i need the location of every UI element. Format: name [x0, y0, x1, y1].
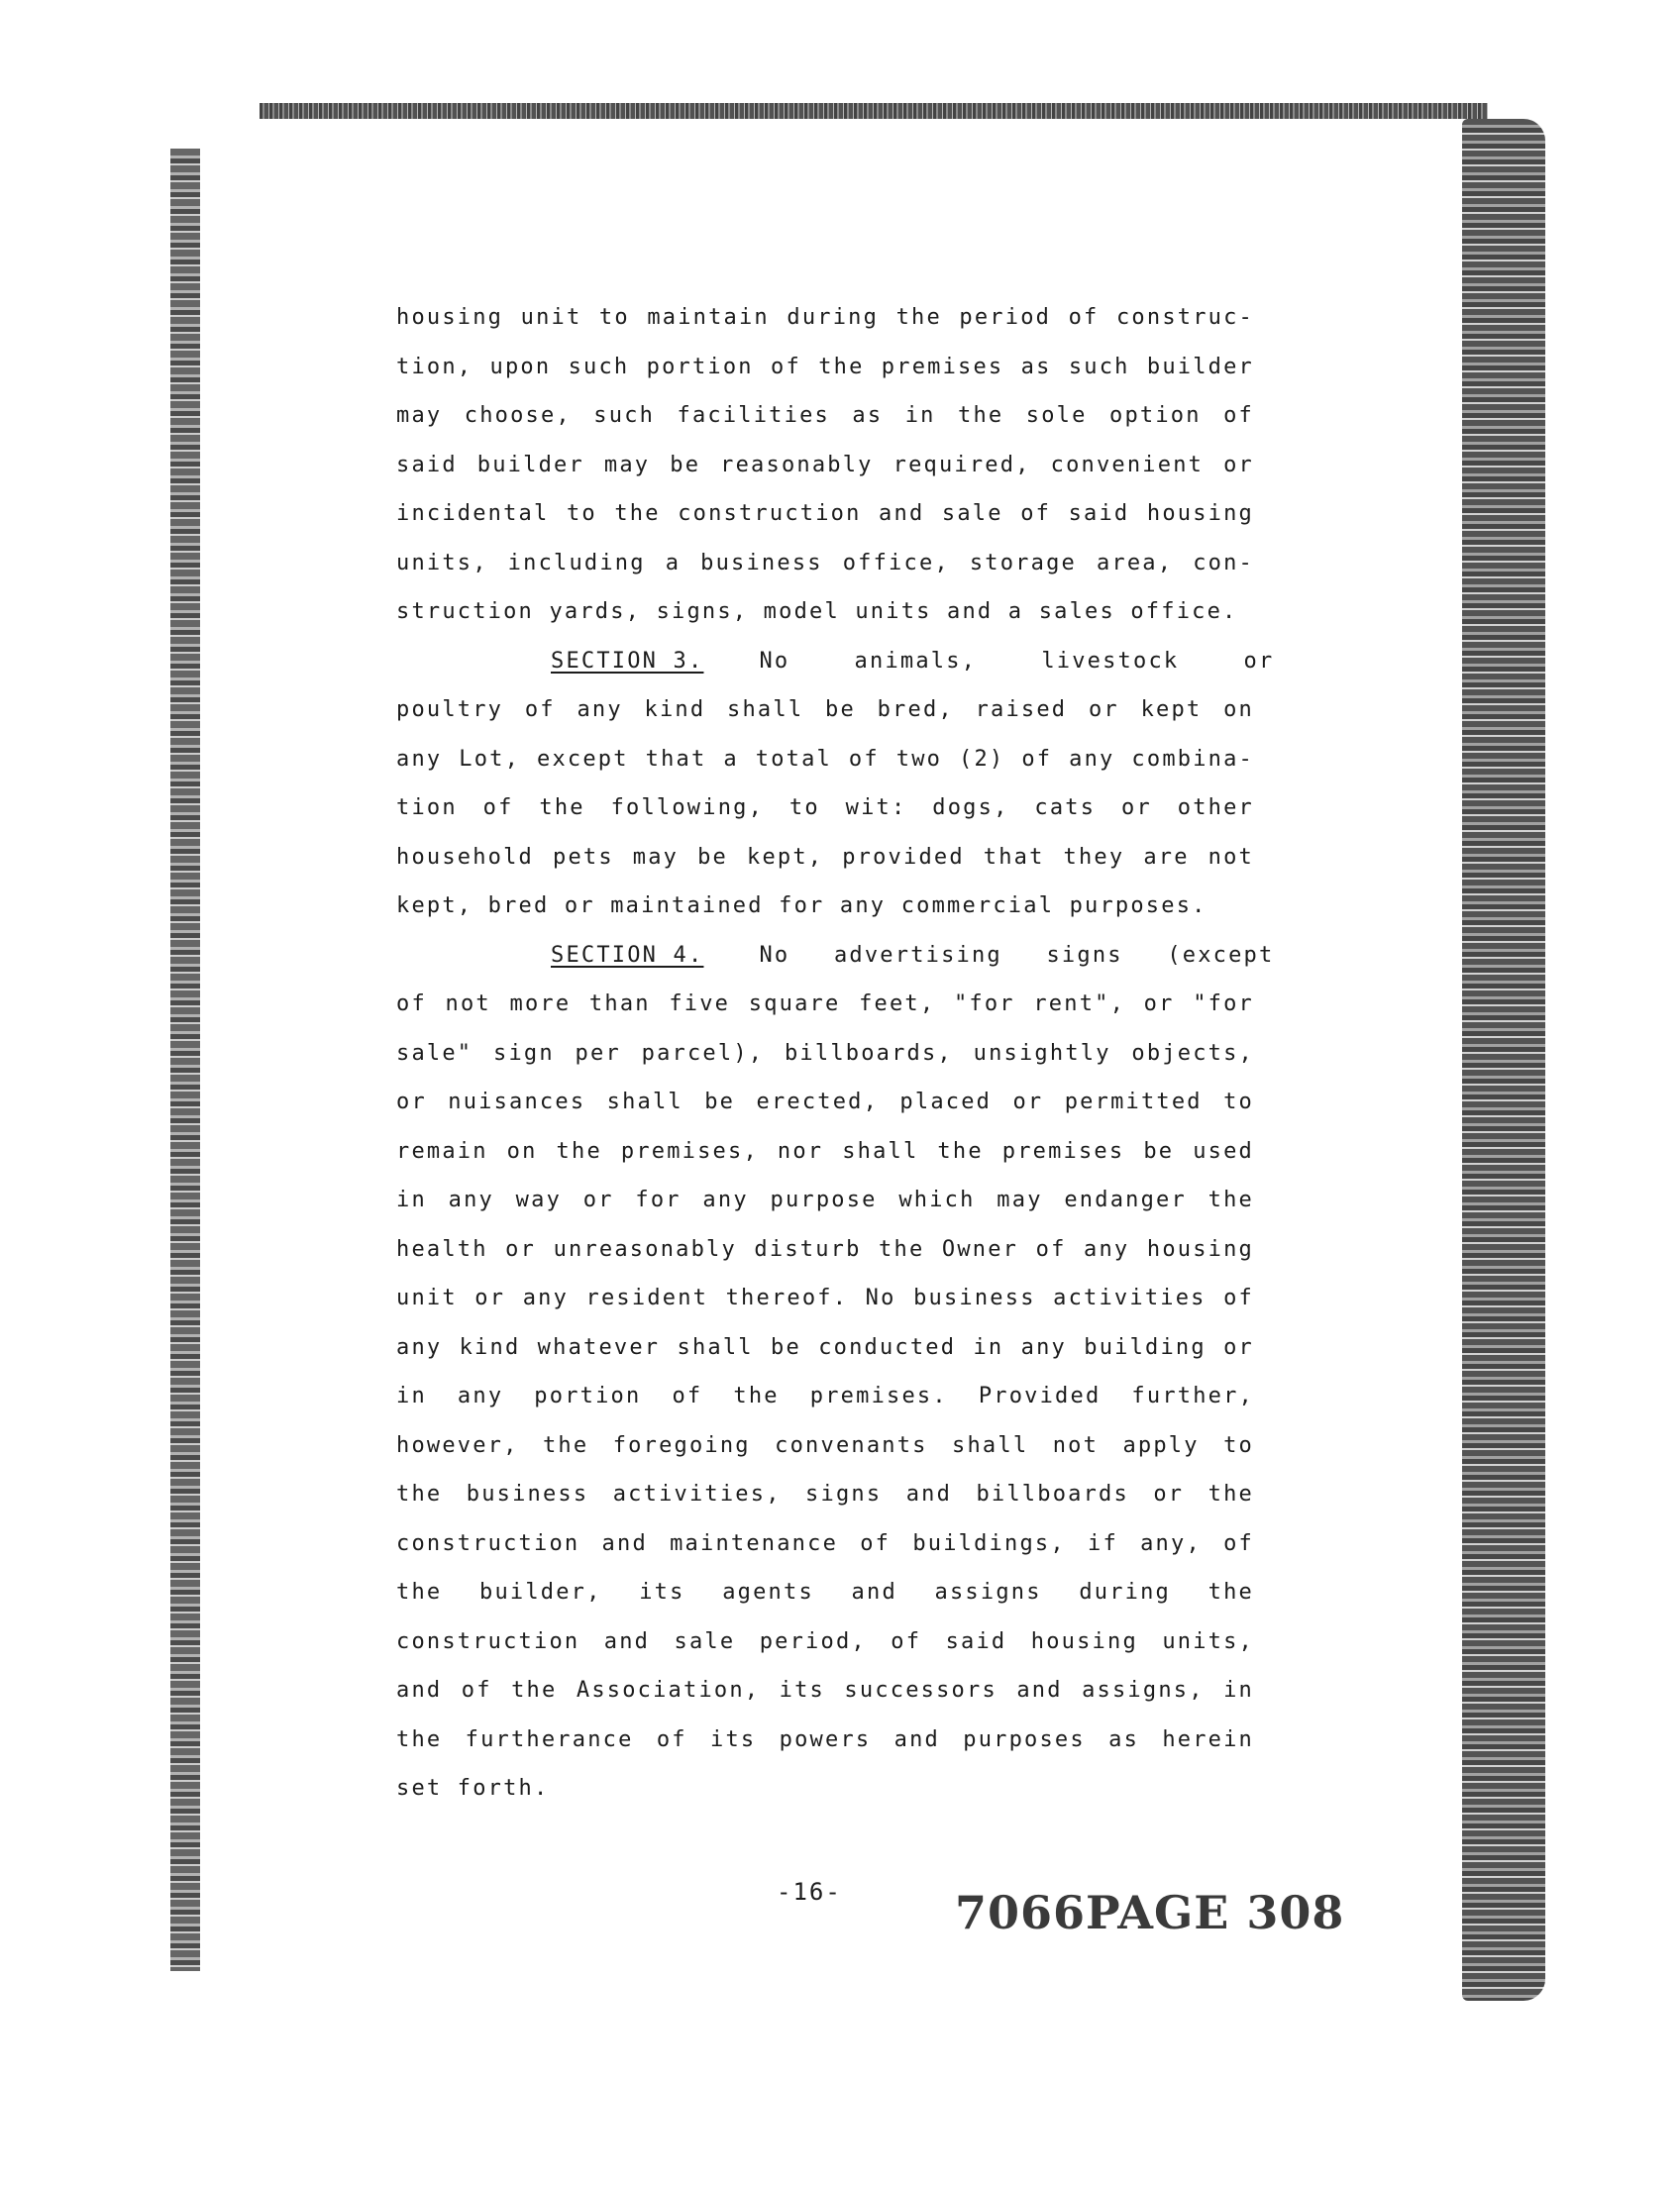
body-line: struction yards, signs, model units and a sales office.	[396, 599, 1238, 624]
body-line: may choose, such facilities as in the sole option of	[396, 403, 1254, 428]
page-number: -16-	[777, 1878, 842, 1906]
body-line: however, the foregoing convenants shall not apply to	[396, 1432, 1254, 1458]
body-line: and of the Association, its successors and assigns, in	[396, 1678, 1254, 1703]
body-line: household pets may be kept, provided that they are not	[396, 844, 1254, 870]
body-line: or nuisances shall be erected, placed or permitted to	[396, 1090, 1254, 1114]
body-line: units, including a business office, storage area, con-	[396, 550, 1254, 575]
body-line: set forth.	[396, 1776, 550, 1801]
body-line: in any portion of the premises. Provided further,	[396, 1384, 1254, 1408]
body-line: the builder, its agents and assigns during the	[396, 1580, 1254, 1605]
body-line: of not more than five square feet, "for rent", or "for	[396, 991, 1254, 1016]
section-3-first-line	[396, 637, 1275, 686]
body-line: construction and sale period, of said housing units,	[396, 1628, 1254, 1654]
body-line: construction and maintenance of buildings, if any, of	[396, 1530, 1254, 1556]
body-line: in any way or for any purpose which may endanger the	[396, 1188, 1254, 1212]
section-3-title: SECTION 3.	[551, 648, 704, 674]
body-line: tion of the following, to wit: dogs, cats or other	[396, 795, 1254, 820]
scan-edge-top	[260, 103, 1488, 119]
body-line: kept, bred or maintained for any commercial purposes.	[396, 893, 1208, 918]
scan-edge-left	[170, 149, 200, 1971]
body-line: sale" sign per parcel), billboards, unsightly objects,	[396, 1040, 1254, 1066]
recording-stamp: 7066PAGE 308	[955, 1886, 1345, 1939]
body-line: any Lot, except that a total of two (2) of any combina-	[396, 746, 1254, 772]
body-line: tion, upon such portion of the premises as such builder	[396, 354, 1254, 379]
body-line: incidental to the construction and sale of said housing	[396, 501, 1254, 526]
section-3-first-line-text: No animals, livestock or	[759, 648, 1275, 674]
body-line: the business activities, signs and billboards or the	[396, 1482, 1254, 1507]
section-4-title: SECTION 4.	[551, 942, 704, 968]
body-line: unit or any resident thereof. No business activities of	[396, 1286, 1254, 1310]
body-line: said builder may be reasonably required, convenient or	[396, 452, 1254, 477]
body-line: health or unreasonably disturb the Owner of any housing	[396, 1236, 1254, 1262]
section-4-first-line-text: No advertising signs (except	[759, 942, 1275, 968]
scan-edge-right	[1462, 119, 1545, 2001]
body-line: remain on the premises, nor shall the premises be used	[396, 1138, 1254, 1164]
body-line: poultry of any kind shall be bred, raised or kept on	[396, 697, 1254, 722]
body-line: housing unit to maintain during the period of construc-	[396, 305, 1254, 330]
document-body	[396, 293, 1275, 1814]
body-line: any kind whatever shall be conducted in any building or	[396, 1334, 1254, 1360]
section-4-first-line	[396, 931, 1275, 981]
body-line: the furtherance of its powers and purposes as herein	[396, 1726, 1254, 1752]
